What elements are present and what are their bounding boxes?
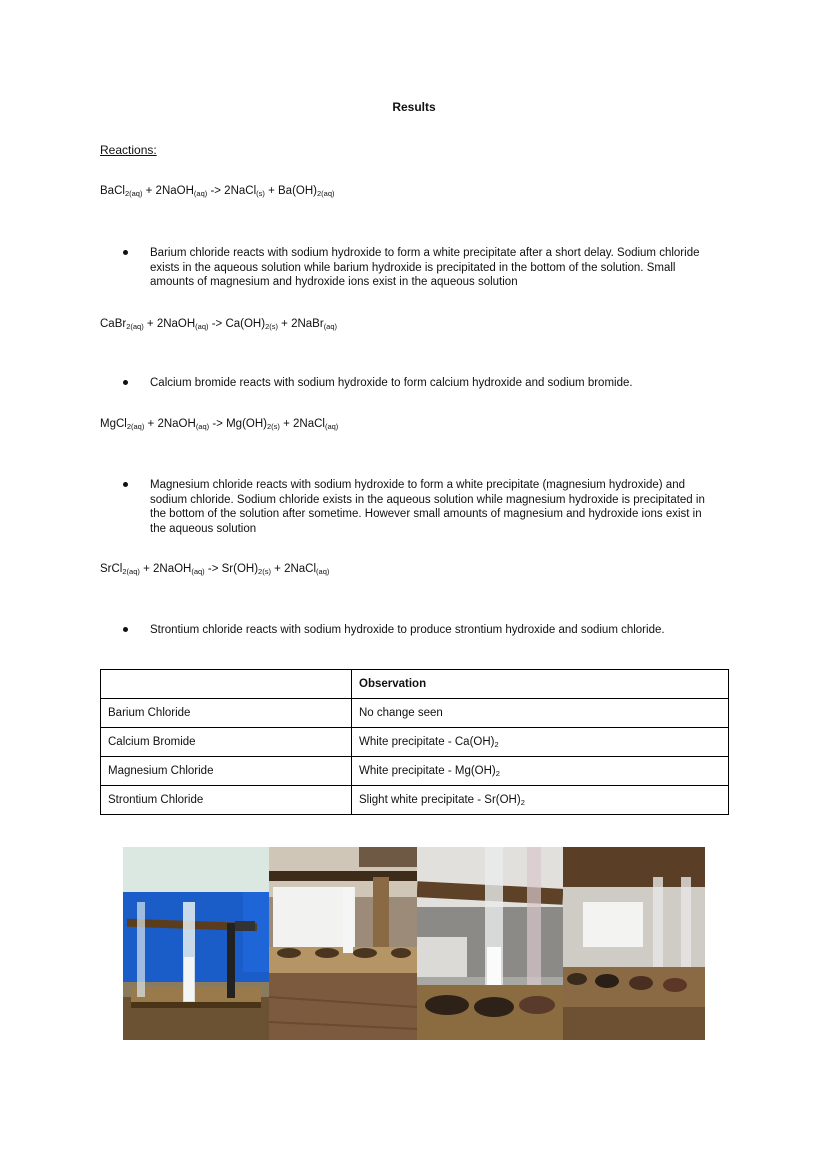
bullet-barium [123,246,713,290]
table-cell-observation: White precipitate - $Ca(OH)_2$ [352,728,729,757]
photo-barium-test-tube [123,847,269,1040]
photo-strontium-test-tube [563,847,705,1040]
table-row [101,728,729,757]
bullet-calcium [123,376,713,391]
table-header-row [101,670,729,699]
table-header-observation: Observation [352,670,729,699]
section-heading-reactions: Reactions: [100,143,157,157]
equation-strontium: SrCl$_{2(aq)}$ + 2NaOH$_{(aq)}$ -> $Sr(OH)_{2(s)}$ + 2NaCl$_{(aq)}$ [100,563,330,576]
table-row [101,699,729,728]
description-strontium: Strontium chloride reacts with sodium hydroxide to produce strontium hydroxide and sodium chloride. [150,624,665,636]
description-calcium: Calcium bromide reacts with sodium hydroxide to form calcium hydroxide and sodium bromide. [150,377,633,389]
table-cell-compound: Magnesium Chloride [101,757,352,786]
equation-magnesium: MgCl$_{2(aq)}$ + 2NaOH$_{(aq)}$ -> $Mg(OH)_{2(s)}$ + 2NaCl$_{(aq)}$ [100,418,339,431]
photo-magnesium-test-tube [417,847,563,1040]
table-cell-compound: Strontium Chloride [101,786,352,815]
observation-table [100,669,729,815]
photo-strip [123,847,705,1040]
bullet-dot [123,250,128,255]
bullet-magnesium [123,478,713,536]
page-title: Results [392,100,436,114]
table-header-cell [101,670,352,699]
table-cell-observation: Slight white precipitate - $Sr(OH)_2$ [352,786,729,815]
photo-calcium-test-tube [269,847,417,1040]
description-magnesium: Magnesium chloride reacts with sodium hydroxide to form a white precipitate (magnesium hydroxide) and sodium chloride. Sodium chloride exists in the aqueous solution while magnesium hydroxide is precipitated in the bottom of the solution after sometime. However small amounts of magnesium and hydroxide ions exist in the aqueous solution [150,479,705,535]
table-cell-compound: Barium Chloride [101,699,352,728]
table-cell-compound: Calcium Bromide [101,728,352,757]
table-row [101,786,729,815]
table-row [101,757,729,786]
bullet-dot [123,482,128,487]
bullet-strontium [123,623,713,638]
bullet-dot [123,627,128,632]
table-cell-observation: White precipitate - $Mg(OH)_2$ [352,757,729,786]
bullet-dot [123,380,128,385]
equation-barium: BaCl$_{2(aq)}$ + 2NaOH$_{(aq)}$ -> 2NaCl$_{(s)}$ + $Ba(OH)_{2(aq)}$ [100,185,335,198]
description-barium: Barium chloride reacts with sodium hydroxide to form a white precipitate after a short delay. Sodium chloride exists in the aqueous solution while barium hydroxide is precipitated in the bottom of the solution. Small amounts of magnesium and hydroxide ions exist in the aqueous solution [150,247,700,288]
equation-calcium: CaBr$_{2(aq)}$ + 2NaOH$_{(aq)}$ -> $Ca(OH)_{2(s)}$ + 2NaBr$_{(aq)}$ [100,318,338,331]
table-cell-observation: No change seen [352,699,729,728]
